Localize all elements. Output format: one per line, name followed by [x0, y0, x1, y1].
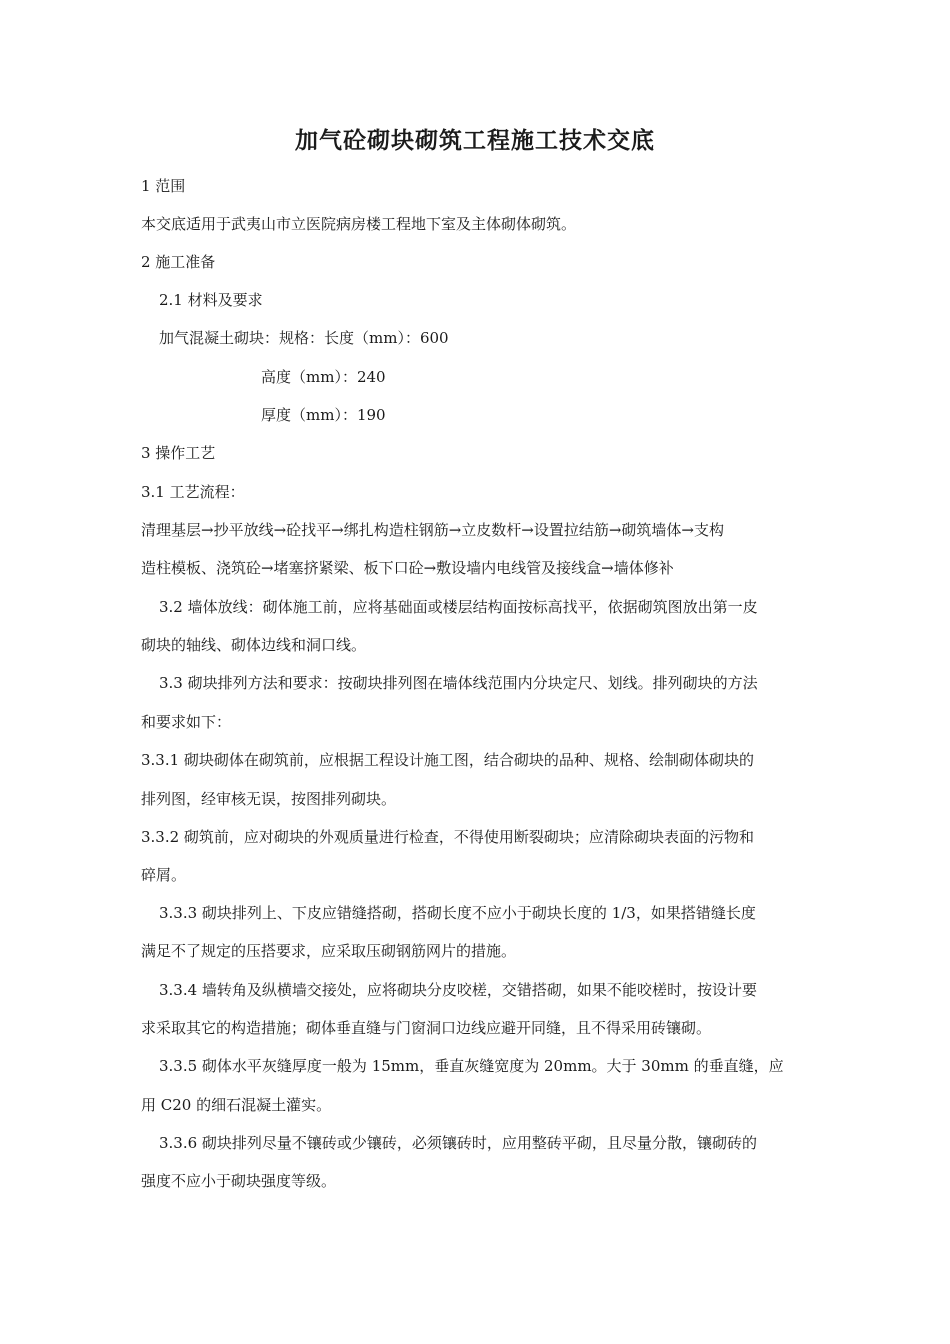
- subsection-3-1-heading: 3.1 工艺流程：: [141, 483, 245, 501]
- paragraph: 排列图，经审核无误，按图排列砌块。: [141, 790, 397, 808]
- paragraph: 求采取其它的构造措施；砌体垂直缝与门窗洞口边线应避开同缝，且不得采用砖镶砌。: [141, 1019, 712, 1037]
- paragraph: 3.3.6 砌块排列尽量不镶砖或少镶砖，必须镶砖时，应用整砖平砌，且尽量分散，镶砌砖的: [159, 1134, 757, 1152]
- paragraph: 3.2 墙体放线：砌体施工前，应将基础面或楼层结构面按标高找平，依据砌筑图放出第一皮: [159, 598, 758, 616]
- paragraph: 3.3 砌块排列方法和要求：按砌块排列图在墙体线范围内分块定尺、划线。排列砌块的方法: [159, 674, 758, 692]
- spec-line: 高度（mm）：240: [261, 368, 386, 386]
- paragraph: 3.3.1 砌块砌体在砌筑前，应根据工程设计施工图，结合砌块的品种、规格、绘制砌体砌块的: [141, 751, 754, 769]
- paragraph: 3.3.3 砌块排列上、下皮应错缝搭砌，搭砌长度不应小于砌块长度的 1/3，如果搭错缝长度: [159, 904, 756, 922]
- spec-line: 厚度（mm）：190: [261, 406, 386, 424]
- document-title: 加气砼砌块砌筑工程施工技术交底: [295, 127, 655, 154]
- section-2-heading: 2 施工准备: [141, 253, 216, 271]
- paragraph: 本交底适用于武夷山市立医院病房楼工程地下室及主体砌体砌筑。: [141, 215, 577, 233]
- paragraph: 用 C20 的细石混凝土灌实。: [141, 1096, 332, 1114]
- paragraph: 强度不应小于砌块强度等级。: [141, 1172, 337, 1190]
- section-3-heading: 3 操作工艺: [141, 444, 216, 462]
- subsection-2-1-heading: 2.1 材料及要求: [159, 291, 263, 309]
- paragraph: 和要求如下：: [141, 713, 232, 731]
- paragraph: 砌块的轴线、砌体边线和洞口线。: [141, 636, 367, 654]
- paragraph: 碎屑。: [141, 866, 187, 884]
- section-1-heading: 1 范围: [141, 177, 186, 195]
- paragraph: 满足不了规定的压搭要求，应采取压砌钢筋网片的措施。: [141, 942, 517, 960]
- paragraph: 3.3.4 墙转角及纵横墙交接处，应将砌块分皮咬槎，交错搭砌，如果不能咬槎时，按设计要: [159, 981, 757, 999]
- paragraph: 清理基层→抄平放线→砼找平→绑扎构造柱钢筋→立皮数杆→设置拉结筋→砌筑墙体→支构: [141, 521, 724, 539]
- paragraph: 造柱模板、浇筑砼→堵塞挤紧梁、板下口砼→敷设墙内电线管及接线盒→墙体修补: [141, 559, 674, 577]
- spec-line: 加气混凝土砌块：规格：长度（mm）：600: [159, 329, 449, 347]
- paragraph: 3.3.2 砌筑前，应对砌块的外观质量进行检查，不得使用断裂砌块；应清除砌块表面的污物和: [141, 828, 754, 846]
- paragraph: 3.3.5 砌体水平灰缝厚度一般为 15mm，垂直灰缝宽度为 20mm。大于 30mm 的垂直缝，应: [159, 1057, 784, 1075]
